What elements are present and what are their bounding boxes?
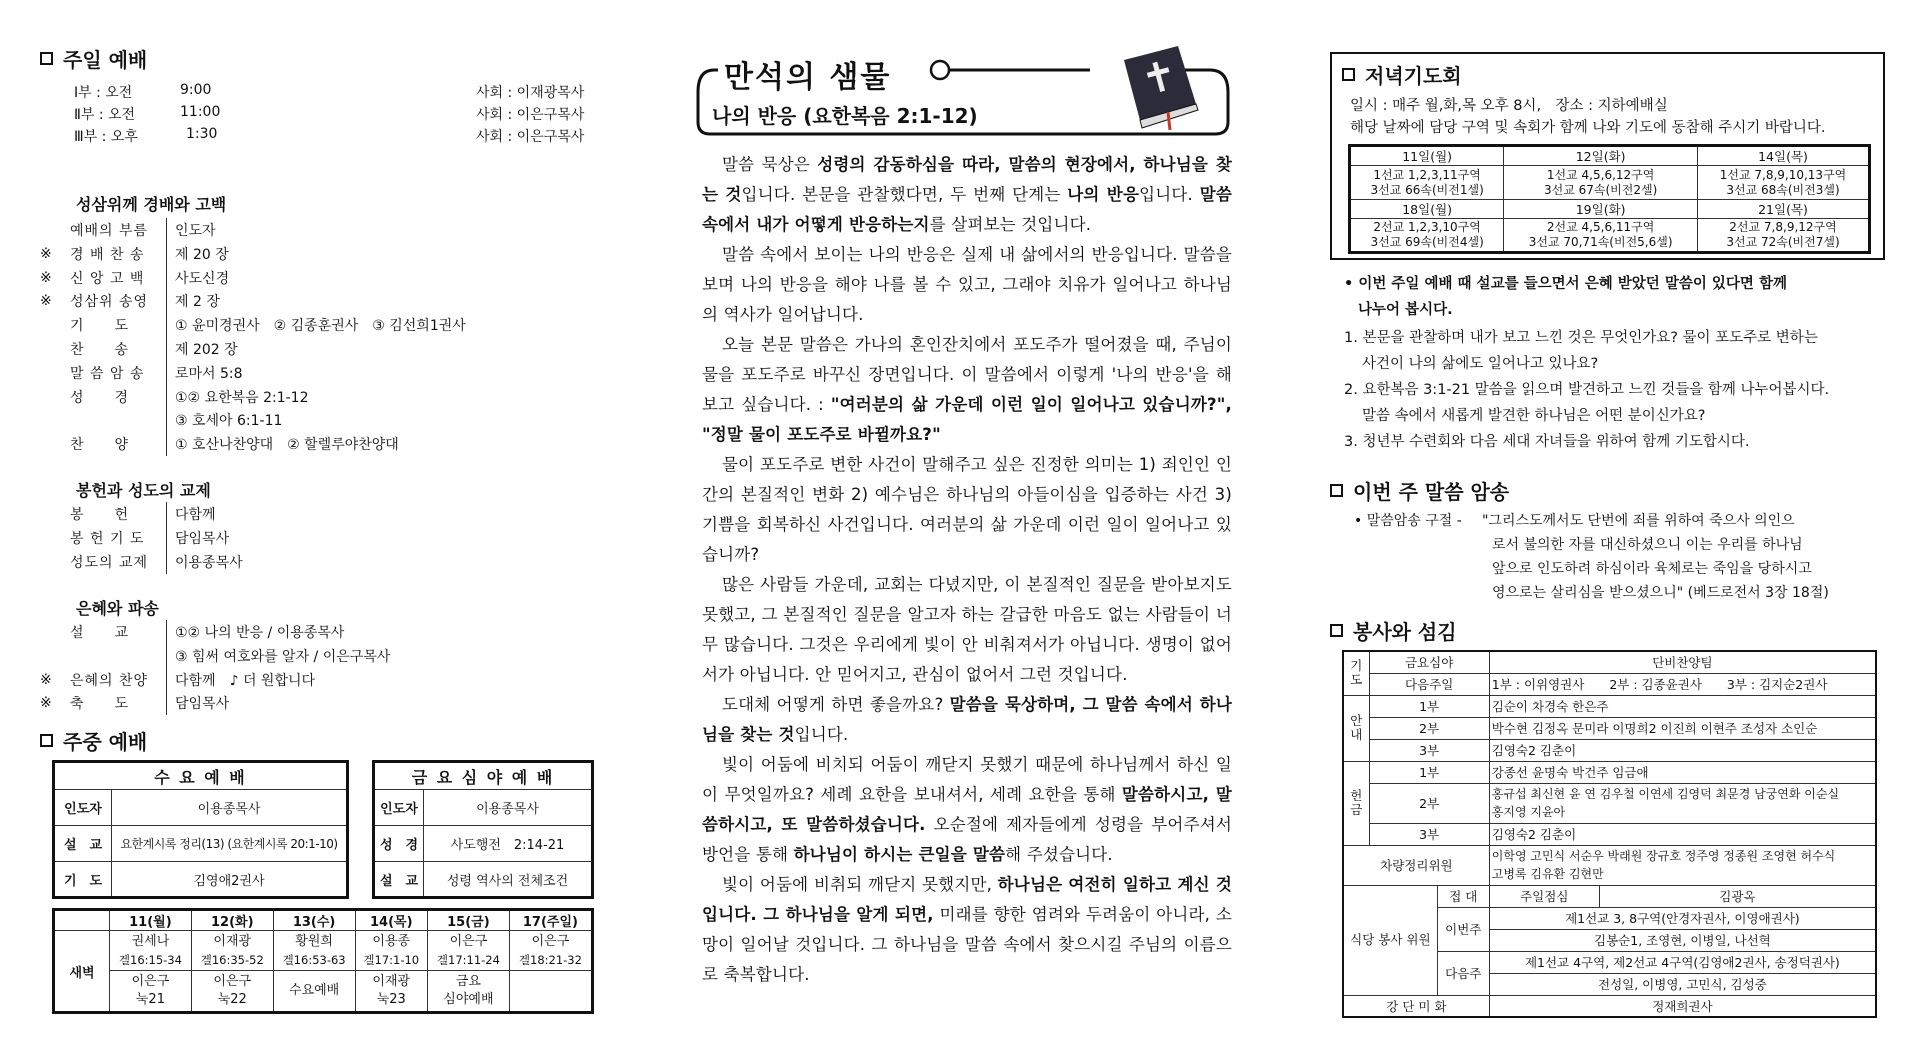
assignment: 3선교 70,71속(비전5,6셀): [1528, 235, 1673, 249]
names: 김순이 차경숙 한은주: [1489, 695, 1876, 717]
service-roster-table: [1342, 650, 1877, 1018]
schedule-cell: [1504, 219, 1698, 253]
dawn-cell: [355, 931, 427, 971]
preacher: 황원희: [295, 933, 333, 949]
evening-prayer-heading: [1342, 60, 1462, 89]
preacher: 이재광: [213, 933, 252, 949]
prayer-head: 기 도: [1343, 651, 1369, 695]
order-value: ① 호산나찬양대 ② 할렐루야찬양대: [175, 437, 399, 454]
names: 김영숙2 김춘이: [1489, 739, 1876, 761]
food-assignment: 김봉순1, 조영현, 이병일, 나선혁: [1489, 929, 1876, 951]
names: 강종선 윤명숙 박건주 임금애: [1489, 761, 1876, 783]
sermon-paragraph: 말씀 묵상은 성령의 감동하심을 따라, 말씀의 현장에서, 하나님을 찾는 것입니다. 본문을 관찰했다면, 두 번째 단계는 나의 반응입니다. 말씀 속에서 내가 어떻게 반응하는지를 살펴보는 것입니다.: [702, 155, 1232, 234]
assignment: 3선교 68속(비전3셀): [1726, 182, 1840, 197]
day-header: 17(주일): [509, 910, 592, 931]
scripture-ref: 겔16:15-34: [118, 952, 182, 967]
dawn-cell: [110, 971, 192, 1013]
memory-line: 영으로는 살리심을 받으셨으니" (베드로전서 3장 18절): [1492, 585, 1829, 601]
dawn-label: 새벽: [54, 931, 110, 1013]
names: 홍규섭 최신현 윤 연 김우철 이연세 김영덕 최문경 남궁연화 이순실: [1491, 787, 1840, 801]
sermon-paragraph: 물이 포도주로 변한 사건이 말해주고 싶은 진정한 의미는 1) 죄인인 인간의 본질적인 변화 2) 예수님은 하나님의 아들이심을 입증하는 사건 3) 기쁨을 회복하신 사건입니다. 여러분의 삶 가운데 이런 일이 일어나고 있습니까?: [702, 455, 1232, 564]
checkbox-square-icon: [40, 734, 53, 747]
scripture-ref: 겔17:11-24: [436, 952, 500, 967]
food-col-label: 접 대: [1437, 885, 1489, 907]
evening-notice: 해당 날짜에 담당 구역 및 속회가 함께 나와 기도에 동참해 주시기 바랍니다.: [1350, 120, 1826, 136]
scripture-ref: 겔18:21-32: [518, 952, 582, 967]
food-col-label: 주일점심: [1489, 885, 1599, 907]
divider: [166, 620, 167, 644]
order-row: [40, 313, 600, 337]
order-value: 제 2 장: [175, 294, 220, 311]
row-label: 설 교: [374, 862, 424, 898]
day-header: 18일(월): [1350, 200, 1504, 219]
memory-verse-title: 이번 주 말씀 암송: [1353, 480, 1510, 504]
dawn-cell: [355, 971, 427, 1013]
order-value: 로마서 5:8: [175, 365, 243, 382]
order-row: [40, 385, 600, 409]
this-week-label: 이번주: [1437, 907, 1489, 951]
part-label: 1부: [1369, 761, 1489, 783]
order-label: 은혜의 찬양: [70, 672, 149, 689]
order-row: [40, 289, 600, 313]
row-value: 성령 역사의 전체조건: [424, 862, 593, 898]
day-header: 12(화): [191, 910, 273, 931]
sermon-paragraph: 도대체 어떻게 하면 좋을까요? 말씀을 묵상하며, 그 말씀 속에서 하나님을 찾는 것입니다.: [702, 695, 1232, 744]
part-label: 3부: [1369, 739, 1489, 761]
day-header: 19일(화): [1504, 200, 1698, 219]
evening-prayer-box: [1330, 52, 1885, 260]
wednesday-title: 수 요 예 배: [54, 762, 348, 790]
order-row: [40, 266, 600, 290]
order-value: 사도신경: [175, 270, 230, 287]
service-part: Ⅲ부 : 오후: [74, 129, 138, 145]
preacher: 이은구: [213, 974, 252, 989]
names: 고병록 김유환 김현만: [1491, 867, 1604, 881]
schedule-cell: [1698, 166, 1870, 200]
part-label: 3부: [1369, 823, 1489, 845]
standing-mark: ※: [40, 293, 52, 310]
sermon-paragraph: 말씀 속에서 보이는 나의 반응은 실제 내 삶에서의 반응입니다. 말씀을 보며 나의 반응을 해야 나를 볼 수 있고, 그래야 치유가 일어나고 하나님의 역사가 일어납니다.: [702, 245, 1232, 324]
order-label: 축 도: [70, 696, 130, 713]
parking-head: 차량정리위원: [1343, 845, 1489, 885]
evening-prayer-schedule: [1348, 144, 1871, 254]
service-time: 9:00: [180, 82, 212, 98]
order-row: [40, 644, 600, 668]
blank-cell: [54, 910, 110, 931]
scripture-ref: 겔17:1-10: [363, 952, 420, 967]
sermon-subtitle: 나의 반응 (요한복음 2:1-12): [712, 104, 978, 128]
row-value: 요한계시록 정리(13) (요한계시록 20:1-10): [112, 826, 348, 862]
memory-line: 로서 불의한 자를 대신하셨으니 이는 우리를 하나님: [1492, 537, 1803, 553]
divider: [166, 668, 167, 692]
prayer-label: 다음주일: [1369, 673, 1489, 695]
food-assignment: 제1선교 4구역, 제2선교 4구역(김영애2권사, 송정덕권사): [1489, 951, 1876, 973]
sermon-body: [702, 150, 1232, 990]
order-value: 다함께 ♪ 더 원합니다: [175, 672, 316, 689]
divider: [166, 432, 167, 456]
friday-worship-table: [372, 760, 594, 899]
preacher: 금요: [455, 974, 481, 989]
order-value: 제 202 장: [175, 342, 238, 358]
offering-head: 헌 금: [1343, 761, 1369, 845]
order-row: [40, 432, 600, 456]
next-week-label: 다음주: [1437, 951, 1489, 995]
assignment: 1선교 4,5,6,12구역: [1546, 167, 1655, 182]
row-value: 이용종목사: [112, 790, 348, 826]
order-label: 찬 양: [70, 437, 130, 454]
assignment: 2선교 4,5,6,11구역: [1546, 220, 1655, 234]
order-row: [40, 337, 600, 361]
order-row: [40, 526, 600, 550]
scripture-ref: 눅21: [135, 992, 165, 1007]
dawn-cell: [428, 971, 510, 1013]
assignment: 2선교 1,2,3,10구역: [1373, 220, 1481, 234]
service-title: 봉사와 섬김: [1353, 620, 1457, 644]
order-row: [40, 361, 600, 385]
dawn-cell: [509, 931, 592, 971]
divider: [166, 408, 167, 432]
order-label: 봉 헌 기 도: [70, 530, 145, 547]
row-label: 설 교: [54, 826, 112, 862]
divider: [166, 266, 167, 290]
food-col-value: 김광옥: [1599, 885, 1876, 907]
part-label: 2부: [1369, 717, 1489, 739]
row-label: 성 경: [374, 826, 424, 862]
share-question: 2. 요한복음 3:1-21 말씀을 읽으며 발견하고 느낀 것들을 함께 나누어봅시다.: [1344, 382, 1830, 398]
evening-time-place: 일시 : 매주 월,화,목 오후 8시, 장소 : 지하예배실: [1350, 98, 1668, 114]
prayer-label: 금요심야: [1369, 651, 1489, 673]
order-value: ①② 요한복음 2:1-12: [175, 389, 309, 406]
order-value: 담임목사: [175, 696, 230, 713]
evening-prayer-title: 저녁기도회: [1365, 64, 1462, 88]
dawn-cell: [273, 931, 355, 971]
service-time: 1:30: [186, 126, 218, 142]
divider: [166, 218, 167, 242]
order-label: 예배의 부름: [70, 223, 149, 239]
order-value: 인도자: [175, 223, 216, 239]
day-header: 21일(목): [1698, 200, 1870, 219]
sermon-paragraph: 오늘 본문 말씀은 가나의 혼인잔치에서 포도주가 떨어졌을 때, 주님이 물을 포도주로 바꾸신 장면입니다. 이 말씀에서 이렇게 '나의 반응'을 해 보고 싶습니다. : "여러분의 삶 가운데 이런 일이 일어나고 있습니까?", "정말 물이 포도주로 바뀔까요?": [702, 335, 1233, 444]
divider: [166, 526, 167, 550]
divider: [166, 502, 167, 526]
food-assignment: 전성일, 이병영, 고민식, 김성중: [1489, 973, 1876, 995]
row-label: 인도자: [374, 790, 424, 826]
schedule-cell: [1350, 219, 1504, 253]
sunday-worship-title: 주일 예배: [63, 48, 148, 72]
prayer-value: 단비찬양팀: [1489, 651, 1876, 673]
day-header: 11(월): [110, 910, 192, 931]
service-part: Ⅱ부 : 오전: [74, 107, 136, 123]
order-row: [40, 620, 600, 644]
pulpit-value: 정재희권사: [1489, 995, 1876, 1017]
dawn-cell: [110, 931, 192, 971]
order-label: 봉 헌: [70, 507, 130, 523]
share-question: 1. 본문을 관찰하며 내가 보고 느낀 것은 무엇인가요? 물이 포도주로 변하는: [1344, 330, 1818, 346]
assignment: 1선교 7,8,9,10,13구역: [1719, 167, 1847, 182]
order-value: 담임목사: [175, 530, 230, 547]
order-row: [40, 408, 600, 432]
order-row: [40, 218, 600, 242]
weekday-worship-title: 주중 예배: [63, 730, 148, 754]
order-group-title: 성삼위께 경배와 고백: [76, 195, 227, 214]
checkbox-square-icon: [40, 52, 53, 65]
memory-line: "그리스도께서도 단번에 죄를 위하여 죽으사 의인으: [1482, 513, 1795, 529]
dawn-cell: [191, 971, 273, 1013]
order-value: ①② 나의 반응 / 이용종목사: [175, 625, 345, 641]
order-value: ③ 힘써 여호와를 알자 / 이은구목사: [175, 648, 391, 665]
order-value: ① 윤미경권사 ② 김종훈권사 ③ 김선희1권사: [175, 318, 466, 335]
standing-mark: ※: [40, 245, 52, 262]
order-label: 성삼위 송영: [70, 294, 149, 311]
assignment: 2선교 7,8,9,12구역: [1729, 220, 1837, 234]
row-value: 사도행전 2:14-21: [424, 826, 593, 862]
names-cell: [1489, 783, 1876, 823]
assignment: 3선교 67속(비전2셀): [1543, 182, 1658, 197]
memory-label: • 말씀암송 구절 -: [1354, 513, 1462, 529]
service-heading: [1330, 616, 1457, 645]
order-label: 성 경: [70, 389, 130, 406]
friday-title: 금 요 심 야 예 배: [374, 762, 593, 790]
checkbox-square-icon: [1330, 624, 1343, 637]
sermon-paragraph: 빛이 어둠에 비치되 어둠이 깨닫지 못했기 때문에 하나님께서 하신 일이 무엇일까요? 세례 요한을 보내셔서, 세례 요한을 통해 말씀하시고, 말씀하시고, 또 말씀하셨습니다. 오순절에 제자들에게 성령을 부어주셔서 방언을 통해 하나님이 하시는 큰일을 말씀해 주셨습니다.: [702, 755, 1232, 864]
part-label: 2부: [1369, 783, 1489, 823]
order-row: [40, 242, 600, 266]
row-value: 김영애2권사: [112, 862, 348, 898]
order-group-title: 봉헌과 성도의 교제: [76, 481, 211, 500]
spring-title: 만석의 샘물: [718, 52, 897, 96]
order-label: 신 앙 고 백: [70, 270, 145, 287]
assignment: 3선교 66속(비전1셀): [1370, 182, 1484, 197]
dawn-prayer-table: [52, 908, 594, 1014]
sermon-paragraph: 빛이 어둠에 비취되 깨닫지 못했지만, 하나님은 여전히 일하고 계신 것입니다. 그 하나님을 알게 되면, 미래를 향한 염려와 두려움이 아니라, 소망이 일어날 것입니다. 그 하나님을 말씀 속에서 찾으시길 주님의 이름으로 축복합니다.: [702, 875, 1233, 984]
assignment: 3선교 72속(비전7셀): [1726, 235, 1840, 249]
row-label: 기 도: [54, 862, 112, 898]
memory-verse-heading: [1330, 476, 1509, 505]
assignment: 3선교 69속(비전4셀): [1370, 235, 1484, 249]
dawn-cell: [273, 971, 355, 1013]
checkbox-square-icon: [1330, 484, 1343, 497]
share-question: 3. 청년부 수련회와 다음 세대 자녀들을 위하여 함께 기도합시다.: [1344, 434, 1750, 450]
order-row: [40, 668, 600, 692]
names: 이학영 고민식 서순우 박래원 장규호 정주영 정종원 조영현 허수식: [1491, 849, 1836, 863]
wednesday-worship-table: [52, 760, 349, 899]
share-intro: 나누어 봅시다.: [1358, 302, 1453, 318]
divider: [166, 691, 167, 715]
part-label: 1부: [1369, 695, 1489, 717]
service-part: Ⅰ부 : 오전: [74, 85, 133, 101]
order-label: 성도의 교제: [70, 554, 149, 571]
scripture-ref: 겔16:35-52: [200, 952, 264, 967]
prayer-value: 1부 : 이위영권사 2부 : 김종윤권사 3부 : 김지순2권사: [1489, 673, 1876, 695]
scripture-ref: 수요예배: [288, 983, 340, 998]
scripture-ref: 눅23: [376, 992, 406, 1007]
day-header: 14일(목): [1698, 146, 1870, 166]
day-header: 11일(월): [1350, 146, 1504, 166]
schedule-cell: [1350, 166, 1504, 200]
preacher: 이은구: [449, 933, 488, 949]
food-assignment: 제1선교 3, 8구역(안경자권사, 이영애권사): [1489, 907, 1876, 929]
day-header: 15(금): [428, 910, 510, 931]
preacher: 이재광: [372, 974, 411, 989]
sermon-paragraph: 많은 사람들 가운데, 교회는 다녔지만, 이 본질적인 질문을 받아보지도 못했고, 그 본질적인 질문을 알고자 하는 갈급한 마음도 없는 사람들이 너무 많습니다. 그것은 우리에게 빛이 안 비춰져서가 아닙니다. 생명이 없어서가 아닙니다. 안 믿어지고, 관심이 없어서 그런 것입니다.: [702, 575, 1232, 684]
pulpit-head: 강 단 미 화: [1343, 995, 1489, 1017]
divider: [166, 313, 167, 337]
divider: [166, 644, 167, 668]
names: 박수현 김정옥 문미라 이명희2 이진희 이현주 조성자 소인순: [1489, 717, 1876, 739]
order-label: 설 교: [70, 625, 130, 641]
order-row: [40, 502, 600, 526]
schedule-cell: [1698, 219, 1870, 253]
service-host: 사회 : 이은구목사: [476, 129, 585, 145]
preacher: 이용종: [372, 933, 411, 949]
divider: [166, 361, 167, 385]
divider: [166, 242, 167, 266]
share-question: 말씀 속에서 새롭게 발견한 하나님은 어떤 분이신가요?: [1362, 408, 1706, 424]
service-host: 사회 : 이은구목사: [476, 107, 585, 123]
order-label: 말 씀 암 송: [70, 365, 145, 382]
order-group-title: 은혜와 파송: [76, 599, 159, 618]
names: 김영숙2 김춘이: [1489, 823, 1876, 845]
order-value: ③ 호세아 6:1-11: [175, 413, 283, 430]
day-header: 13(수): [273, 910, 355, 931]
checkbox-square-icon: [1342, 68, 1355, 81]
day-header: 14(목): [355, 910, 427, 931]
preacher: 이은구: [131, 974, 170, 989]
assignment: 1선교 1,2,3,11구역: [1373, 167, 1481, 182]
memory-line: 앞으로 인도하려 하심이라 육체로는 죽임을 당하시고: [1492, 561, 1812, 577]
scripture-ref: 겔16:53-63: [282, 952, 346, 967]
sunday-worship-heading: [40, 44, 147, 73]
guide-head: 안 내: [1343, 695, 1369, 761]
order-value: 다함께: [175, 507, 216, 523]
standing-mark: ※: [40, 269, 52, 286]
order-label: 기 도: [70, 318, 130, 335]
schedule-cell: [1504, 166, 1698, 200]
order-value: 이용종목사: [175, 554, 243, 571]
row-label: 인도자: [54, 790, 112, 826]
scripture-ref: 심야예배: [443, 992, 494, 1007]
preacher: 이은구: [531, 933, 570, 949]
service-host: 사회 : 이재광목사: [476, 85, 585, 101]
divider: [166, 337, 167, 361]
order-label: 경 배 찬 송: [70, 246, 145, 263]
scripture-ref: 눅22: [217, 992, 247, 1007]
row-value: 이용종목사: [424, 790, 593, 826]
food-head: 식당 봉사 위원: [1343, 885, 1437, 995]
dawn-cell: [191, 931, 273, 971]
standing-mark: ※: [40, 695, 52, 712]
share-question: 사건이 나의 삶에도 일어나고 있나요?: [1362, 356, 1599, 372]
sermon-header: [690, 52, 1235, 144]
service-time: 11:00: [180, 104, 221, 120]
weekday-worship-heading: [40, 726, 147, 755]
order-value: 제 20 장: [175, 246, 229, 263]
divider: [166, 385, 167, 409]
preacher: 권세나: [131, 933, 170, 949]
divider: [166, 289, 167, 313]
divider: [166, 550, 167, 574]
order-row: [40, 550, 600, 574]
bible-icon: [1110, 38, 1204, 130]
order-label: 찬 송: [70, 342, 130, 358]
share-intro: • 이번 주일 예배 때 설교를 들으면서 은혜 받았던 말씀이 있다면 함께: [1344, 276, 1787, 292]
blank-cell: [509, 971, 592, 1013]
names-cell: [1489, 845, 1876, 885]
dawn-cell: [428, 931, 510, 971]
standing-mark: ※: [40, 671, 52, 688]
day-header: 12일(화): [1504, 146, 1698, 166]
names: 홍지영 지윤아: [1491, 805, 1566, 819]
order-row: [40, 691, 600, 715]
